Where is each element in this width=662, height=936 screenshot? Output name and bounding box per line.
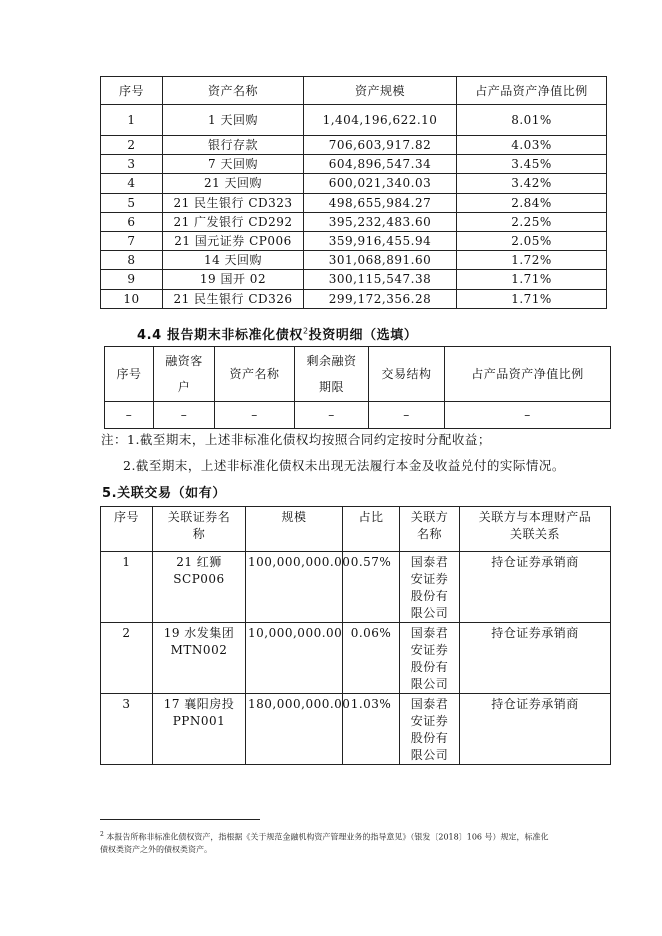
footnote-text: 债权类资产之外的债权类资产。 xyxy=(100,844,212,854)
header-cell: 规模 xyxy=(246,507,343,552)
cell: 19 国开 02 xyxy=(163,270,304,289)
cell xyxy=(460,694,611,765)
table-row xyxy=(101,174,607,193)
cell-text: 19 水发集团 xyxy=(163,626,235,640)
cell-text: SCP006 xyxy=(173,572,225,586)
cell: 8 xyxy=(101,251,163,270)
cell: 604,896,547.34 xyxy=(304,155,457,174)
cell xyxy=(246,623,343,694)
cell: 21 天回购 xyxy=(163,174,304,193)
table-row xyxy=(101,155,607,174)
cell-text: 10,000,000.00 xyxy=(248,626,343,640)
cell: 银行存款 xyxy=(163,136,304,155)
note-2: 2.截至期末，上述非标准化债权未出现无法履行本金及收益兑付的实际情况。 xyxy=(123,458,565,473)
cell: 9 xyxy=(101,270,163,289)
cell xyxy=(460,623,611,694)
cell: 3 xyxy=(101,155,163,174)
cell-text: 安证券 xyxy=(410,572,449,586)
table-row xyxy=(101,289,607,308)
header-cell: 序号 xyxy=(101,77,163,105)
cell: – xyxy=(445,402,611,429)
table-row xyxy=(101,694,611,765)
footnote-ref: 2 xyxy=(302,326,309,336)
cell-text: 1.03% xyxy=(350,697,392,711)
header-text: 关联方 xyxy=(410,510,449,524)
top-assets-body xyxy=(101,105,607,309)
cell-text: 限公司 xyxy=(410,677,449,691)
cell-text: MTN002 xyxy=(170,643,228,657)
table-row xyxy=(101,136,607,155)
cell: 21 民生银行 CD326 xyxy=(163,289,304,308)
cell xyxy=(153,623,246,694)
header-text: 称 xyxy=(192,527,206,541)
cell: – xyxy=(215,402,295,429)
cell-text: 3 xyxy=(122,697,131,711)
cell: 21 广发银行 CD292 xyxy=(163,212,304,231)
cell: 1.71% xyxy=(457,289,607,308)
cell-text: 0.57% xyxy=(350,555,392,569)
cell-text: 0.06% xyxy=(350,626,392,640)
cell xyxy=(101,694,153,765)
cell: 4 xyxy=(101,174,163,193)
cell: 1,404,196,622.10 xyxy=(304,105,457,136)
cell: – xyxy=(154,402,215,429)
header-text: 期限 xyxy=(318,380,344,394)
cell-text: 股份有 xyxy=(410,589,449,603)
header-cell: 资产规模 xyxy=(304,77,457,105)
header-text: 剩余融资 xyxy=(306,354,357,368)
header-cell: 占产品资产净值比例 xyxy=(445,347,611,402)
header-cell xyxy=(153,507,246,552)
cell-text: 2 xyxy=(122,626,131,640)
cell: 600,021,340.03 xyxy=(304,174,457,193)
cell-text: 持仓证券承销商 xyxy=(491,697,579,711)
cell: 10 xyxy=(101,289,163,308)
cell-text: 21 红狮 xyxy=(176,555,222,569)
cell xyxy=(153,552,246,623)
cell xyxy=(246,694,351,765)
cell: 7 天回购 xyxy=(163,155,304,174)
top-assets-table xyxy=(100,76,607,309)
non-standard-debt-table xyxy=(104,346,611,429)
section-4-4-heading xyxy=(137,324,417,343)
heading-text: 投资明细（选填） xyxy=(308,328,418,343)
cell: 7 xyxy=(101,231,163,250)
cell xyxy=(153,694,246,765)
cell-text: 国泰君 xyxy=(410,697,449,711)
section-5-heading: 5.关联交易（如有） xyxy=(102,486,226,501)
cell xyxy=(400,694,460,765)
cell-text: 限公司 xyxy=(410,748,449,762)
header-cell: 序号 xyxy=(105,347,154,402)
cell: 1.71% xyxy=(457,270,607,289)
cell-text: 国泰君 xyxy=(410,626,449,640)
cell: 1.72% xyxy=(457,251,607,270)
cell xyxy=(460,552,611,623)
cell-text: 17 襄阳房投 xyxy=(163,697,235,711)
related-transactions-body xyxy=(101,552,611,765)
cell: 706,603,917.82 xyxy=(304,136,457,155)
header-cell xyxy=(400,507,460,552)
table-row xyxy=(101,212,607,231)
cell-text: 股份有 xyxy=(410,660,449,674)
cell: 2 xyxy=(101,136,163,155)
header-cell: 占产品资产净值比例 xyxy=(457,77,607,105)
header-cell: 占比 xyxy=(343,507,400,552)
cell: 2.05% xyxy=(457,231,607,250)
header-text: 融资客 xyxy=(165,354,203,368)
cell: 2.84% xyxy=(457,193,607,212)
header-text: 户 xyxy=(177,380,191,394)
table-header-row xyxy=(105,347,611,402)
table-row xyxy=(101,552,611,623)
cell: 359,916,455.94 xyxy=(304,231,457,250)
cell: 5 xyxy=(101,193,163,212)
cell: 300,115,547.38 xyxy=(304,270,457,289)
cell: – xyxy=(369,402,445,429)
cell: 3.45% xyxy=(457,155,607,174)
cell: 301,068,891.60 xyxy=(304,251,457,270)
note-1: 注：1.截至期末，上述非标准化债权均按照合同约定按时分配收益； xyxy=(101,432,491,447)
footnote-text: 本报告所称非标准化债权资产，指根据《关于规范金融机构资产管理业务的指导意见》（银发〔2018〕106 号）规定，标准化 xyxy=(106,832,549,842)
cell-text: 1 xyxy=(122,555,131,569)
cell xyxy=(246,552,351,623)
cell-text: 持仓证券承销商 xyxy=(491,555,579,569)
table-header-row xyxy=(101,77,607,105)
cell: 2.25% xyxy=(457,212,607,231)
footnote-number: 2 xyxy=(100,831,104,838)
cell xyxy=(101,552,153,623)
cell: 1 xyxy=(101,105,163,136)
related-transactions-table xyxy=(100,506,611,765)
cell xyxy=(343,552,400,623)
cell: 1 天回购 xyxy=(163,105,304,136)
header-text: 关联证券名 xyxy=(167,510,231,524)
cell xyxy=(101,623,153,694)
cell xyxy=(343,694,400,765)
cell: – xyxy=(105,402,154,429)
cell: 21 民生银行 CD323 xyxy=(163,193,304,212)
cell: 498,655,984.27 xyxy=(304,193,457,212)
cell: – xyxy=(295,402,369,429)
header-cell: 交易结构 xyxy=(369,347,445,402)
cell-text: 限公司 xyxy=(410,606,449,620)
cell xyxy=(400,623,460,694)
table-row xyxy=(101,623,611,694)
header-cell: 资产名称 xyxy=(215,347,295,402)
cell xyxy=(400,552,460,623)
cell-text: 100,000,000.00 xyxy=(248,555,351,569)
table-row xyxy=(101,105,607,136)
cell xyxy=(343,623,400,694)
footnote xyxy=(100,829,600,856)
header-text: 关联方与本理财产品 xyxy=(478,510,592,524)
header-text: 名称 xyxy=(416,527,442,541)
header-cell: 资产名称 xyxy=(163,77,304,105)
heading-text: 4.4 报告期末非标准化债权 xyxy=(137,328,303,343)
cell: 6 xyxy=(101,212,163,231)
cell: 21 国元证券 CP006 xyxy=(163,231,304,250)
header-cell xyxy=(460,507,611,552)
cell-text: 股份有 xyxy=(410,731,449,745)
header-text: 关联关系 xyxy=(509,527,560,541)
cell-text: 180,000,000.00 xyxy=(248,697,351,711)
table-row xyxy=(101,251,607,270)
cell: 3.42% xyxy=(457,174,607,193)
cell-text: PPN001 xyxy=(172,714,226,728)
footnote-divider xyxy=(100,819,260,820)
cell: 4.03% xyxy=(457,136,607,155)
cell-text: 安证券 xyxy=(410,714,449,728)
cell: 299,172,356.28 xyxy=(304,289,457,308)
cell: 8.01% xyxy=(457,105,607,136)
cell-text: 国泰君 xyxy=(410,555,449,569)
cell: 14 天回购 xyxy=(163,251,304,270)
table-header-row xyxy=(101,507,611,552)
table-row xyxy=(101,193,607,212)
header-cell xyxy=(295,347,369,402)
table-row xyxy=(101,270,607,289)
cell-text: 安证券 xyxy=(410,643,449,657)
table-row xyxy=(105,402,611,429)
header-cell: 序号 xyxy=(101,507,153,552)
table-row xyxy=(101,231,607,250)
cell-text: 持仓证券承销商 xyxy=(491,626,579,640)
header-cell xyxy=(154,347,215,402)
cell: 395,232,483.60 xyxy=(304,212,457,231)
